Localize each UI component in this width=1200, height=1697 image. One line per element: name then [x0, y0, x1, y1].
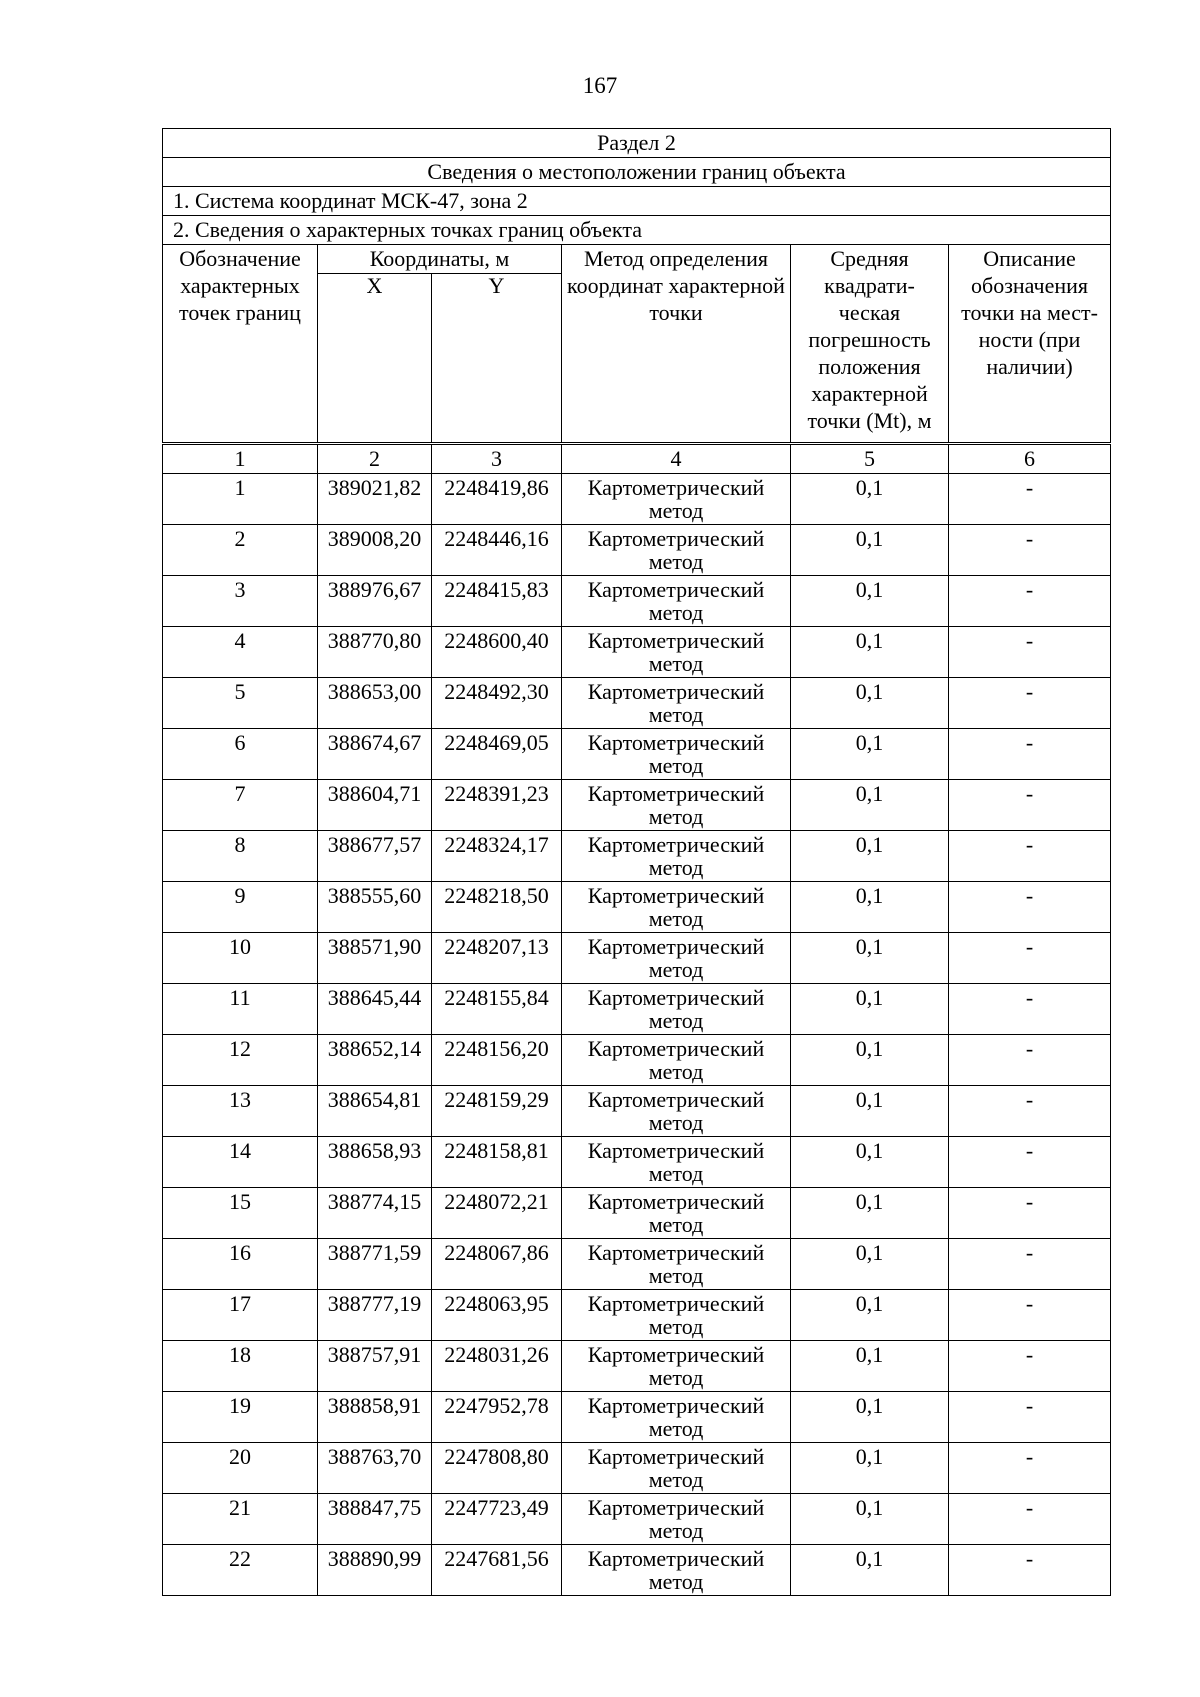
x-coordinate-cell: 388653,00 — [318, 678, 432, 729]
table-row — [163, 1545, 1111, 1596]
point-number-cell: 3 — [163, 576, 318, 627]
table-row — [163, 474, 1111, 525]
x-coordinate-cell: 388763,70 — [318, 1443, 432, 1494]
column-number: 5 — [791, 444, 949, 474]
point-number-cell: 5 — [163, 678, 318, 729]
x-coordinate-cell: 388674,67 — [318, 729, 432, 780]
error-cell: 0,1 — [791, 1035, 949, 1086]
point-number-cell: 22 — [163, 1545, 318, 1596]
error-cell: 0,1 — [791, 576, 949, 627]
x-coordinate-cell: 388677,57 — [318, 831, 432, 882]
method-cell: Картометрический метод — [562, 1443, 791, 1494]
y-coordinate-cell: 2247952,78 — [432, 1392, 562, 1443]
method-cell: Картометрический метод — [562, 1239, 791, 1290]
y-coordinate-cell: 2248072,21 — [432, 1188, 562, 1239]
section-subtitle: Сведения о местоположении границ объекта — [163, 158, 1111, 187]
error-cell: 0,1 — [791, 1188, 949, 1239]
method-cell: Картометрический метод — [562, 576, 791, 627]
method-cell: Картометрический метод — [562, 1035, 791, 1086]
error-cell: 0,1 — [791, 729, 949, 780]
page-number: 167 — [582, 73, 618, 98]
y-coordinate-cell: 2248159,29 — [432, 1086, 562, 1137]
y-coordinate-cell: 2248155,84 — [432, 984, 562, 1035]
error-cell: 0,1 — [791, 474, 949, 525]
x-coordinate-cell: 388757,91 — [318, 1341, 432, 1392]
point-number-cell: 21 — [163, 1494, 318, 1545]
error-cell: 0,1 — [791, 627, 949, 678]
point-number-cell: 16 — [163, 1239, 318, 1290]
description-cell: - — [949, 1494, 1111, 1545]
point-number-cell: 9 — [163, 882, 318, 933]
table-row — [163, 984, 1111, 1035]
table-row — [163, 1035, 1111, 1086]
point-number-cell: 7 — [163, 780, 318, 831]
table-row — [163, 1290, 1111, 1341]
y-coordinate-cell: 2248492,30 — [432, 678, 562, 729]
table-row — [163, 780, 1111, 831]
error-cell: 0,1 — [791, 1290, 949, 1341]
y-coordinate-cell: 2248156,20 — [432, 1035, 562, 1086]
description-cell: - — [949, 984, 1111, 1035]
header-coordinates: Координаты, м — [318, 245, 562, 274]
y-coordinate-cell: 2248324,17 — [432, 831, 562, 882]
x-coordinate-cell: 388652,14 — [318, 1035, 432, 1086]
table-row — [163, 1239, 1111, 1290]
y-coordinate-cell: 2248067,86 — [432, 1239, 562, 1290]
section-title: Раздел 2 — [163, 129, 1111, 158]
method-cell: Картометрический метод — [562, 780, 791, 831]
table-row — [163, 1494, 1111, 1545]
header-description: Описание обозначения точки на мест-ности (при наличии) — [949, 245, 1111, 444]
description-cell: - — [949, 1035, 1111, 1086]
point-number-cell: 18 — [163, 1341, 318, 1392]
table-row — [163, 1392, 1111, 1443]
header-x: X — [318, 274, 432, 444]
error-cell: 0,1 — [791, 1443, 949, 1494]
method-cell: Картометрический метод — [562, 525, 791, 576]
point-number-cell: 15 — [163, 1188, 318, 1239]
point-number-cell: 10 — [163, 933, 318, 984]
method-cell: Картометрический метод — [562, 1290, 791, 1341]
column-number: 2 — [318, 444, 432, 474]
table-row — [163, 933, 1111, 984]
point-number-cell: 11 — [163, 984, 318, 1035]
description-cell: - — [949, 474, 1111, 525]
description-cell: - — [949, 831, 1111, 882]
method-cell: Картометрический метод — [562, 627, 791, 678]
table-row — [163, 1137, 1111, 1188]
x-coordinate-cell: 388890,99 — [318, 1545, 432, 1596]
error-cell: 0,1 — [791, 525, 949, 576]
y-coordinate-cell: 2248031,26 — [432, 1341, 562, 1392]
description-cell: - — [949, 1443, 1111, 1494]
point-number-cell: 17 — [163, 1290, 318, 1341]
point-number-cell: 12 — [163, 1035, 318, 1086]
y-coordinate-cell: 2247723,49 — [432, 1494, 562, 1545]
y-coordinate-cell: 2248063,95 — [432, 1290, 562, 1341]
y-coordinate-cell: 2248158,81 — [432, 1137, 562, 1188]
y-coordinate-cell: 2248391,23 — [432, 780, 562, 831]
x-coordinate-cell: 388774,15 — [318, 1188, 432, 1239]
y-coordinate-cell: 2248415,83 — [432, 576, 562, 627]
method-cell: Картометрический метод — [562, 729, 791, 780]
coordinate-system-caption: 1. Система координат МСК-47, зона 2 — [163, 187, 1111, 216]
x-coordinate-cell: 388604,71 — [318, 780, 432, 831]
method-cell: Картометрический метод — [562, 831, 791, 882]
description-cell: - — [949, 1290, 1111, 1341]
y-coordinate-cell: 2248446,16 — [432, 525, 562, 576]
x-coordinate-cell: 388777,19 — [318, 1290, 432, 1341]
table-row — [163, 576, 1111, 627]
x-coordinate-cell: 388976,67 — [318, 576, 432, 627]
x-coordinate-cell: 389008,20 — [318, 525, 432, 576]
description-cell: - — [949, 729, 1111, 780]
method-cell: Картометрический метод — [562, 933, 791, 984]
point-number-cell: 13 — [163, 1086, 318, 1137]
column-number: 3 — [432, 444, 562, 474]
x-coordinate-cell: 388654,81 — [318, 1086, 432, 1137]
point-number-cell: 8 — [163, 831, 318, 882]
description-cell: - — [949, 780, 1111, 831]
column-number: 4 — [562, 444, 791, 474]
header-y: Y — [432, 274, 562, 444]
table-row — [163, 1341, 1111, 1392]
table-row — [163, 1443, 1111, 1494]
x-coordinate-cell: 388858,91 — [318, 1392, 432, 1443]
x-coordinate-cell: 388771,59 — [318, 1239, 432, 1290]
x-coordinate-cell: 388571,90 — [318, 933, 432, 984]
header-method: Метод определения координат характерной точки — [562, 245, 791, 444]
x-coordinate-cell: 388658,93 — [318, 1137, 432, 1188]
table-row — [163, 1086, 1111, 1137]
error-cell: 0,1 — [791, 1239, 949, 1290]
y-coordinate-cell: 2248218,50 — [432, 882, 562, 933]
description-cell: - — [949, 1137, 1111, 1188]
point-number-cell: 19 — [163, 1392, 318, 1443]
method-cell: Картометрический метод — [562, 1188, 791, 1239]
y-coordinate-cell: 2248469,05 — [432, 729, 562, 780]
description-cell: - — [949, 1086, 1111, 1137]
point-number-cell: 2 — [163, 525, 318, 576]
error-cell: 0,1 — [791, 984, 949, 1035]
x-coordinate-cell: 388555,60 — [318, 882, 432, 933]
description-cell: - — [949, 1188, 1111, 1239]
y-coordinate-cell: 2247681,56 — [432, 1545, 562, 1596]
y-coordinate-cell: 2247808,80 — [432, 1443, 562, 1494]
method-cell: Картометрический метод — [562, 1545, 791, 1596]
table-row — [163, 1188, 1111, 1239]
point-number-cell: 6 — [163, 729, 318, 780]
description-cell: - — [949, 1545, 1111, 1596]
error-cell: 0,1 — [791, 933, 949, 984]
description-cell: - — [949, 1341, 1111, 1392]
description-cell: - — [949, 933, 1111, 984]
table-row — [163, 678, 1111, 729]
header-error: Средняя квадрати-ческая погрешность положения характерной точки (Mt), м — [791, 245, 949, 444]
method-cell: Картометрический метод — [562, 1137, 791, 1188]
description-cell: - — [949, 627, 1111, 678]
y-coordinate-cell: 2248600,40 — [432, 627, 562, 678]
x-coordinate-cell: 389021,82 — [318, 474, 432, 525]
column-number: 1 — [163, 444, 318, 474]
table-row — [163, 729, 1111, 780]
y-coordinate-cell: 2248419,86 — [432, 474, 562, 525]
point-number-cell: 14 — [163, 1137, 318, 1188]
description-cell: - — [949, 525, 1111, 576]
error-cell: 0,1 — [791, 1392, 949, 1443]
error-cell: 0,1 — [791, 1341, 949, 1392]
points-caption: 2. Сведения о характерных точках границ объекта — [163, 216, 1111, 245]
method-cell: Картометрический метод — [562, 1392, 791, 1443]
error-cell: 0,1 — [791, 1086, 949, 1137]
description-cell: - — [949, 1239, 1111, 1290]
column-number: 6 — [949, 444, 1111, 474]
y-coordinate-cell: 2248207,13 — [432, 933, 562, 984]
error-cell: 0,1 — [791, 1494, 949, 1545]
error-cell: 0,1 — [791, 1137, 949, 1188]
point-number-cell: 1 — [163, 474, 318, 525]
method-cell: Картометрический метод — [562, 474, 791, 525]
error-cell: 0,1 — [791, 1545, 949, 1596]
error-cell: 0,1 — [791, 678, 949, 729]
error-cell: 0,1 — [791, 831, 949, 882]
description-cell: - — [949, 678, 1111, 729]
table-row — [163, 525, 1111, 576]
table-row — [163, 882, 1111, 933]
method-cell: Картометрический метод — [562, 882, 791, 933]
error-cell: 0,1 — [791, 882, 949, 933]
description-cell: - — [949, 882, 1111, 933]
point-number-cell: 4 — [163, 627, 318, 678]
description-cell: - — [949, 1392, 1111, 1443]
boundary-points-table — [162, 128, 1111, 1596]
x-coordinate-cell: 388770,80 — [318, 627, 432, 678]
x-coordinate-cell: 388645,44 — [318, 984, 432, 1035]
method-cell: Картометрический метод — [562, 1086, 791, 1137]
description-cell: - — [949, 576, 1111, 627]
header-designation: Обозначение характерных точек границ — [163, 245, 318, 444]
table-row — [163, 627, 1111, 678]
table-row — [163, 831, 1111, 882]
method-cell: Картометрический метод — [562, 678, 791, 729]
error-cell: 0,1 — [791, 780, 949, 831]
x-coordinate-cell: 388847,75 — [318, 1494, 432, 1545]
point-number-cell: 20 — [163, 1443, 318, 1494]
method-cell: Картометрический метод — [562, 984, 791, 1035]
method-cell: Картометрический метод — [562, 1494, 791, 1545]
method-cell: Картометрический метод — [562, 1341, 791, 1392]
